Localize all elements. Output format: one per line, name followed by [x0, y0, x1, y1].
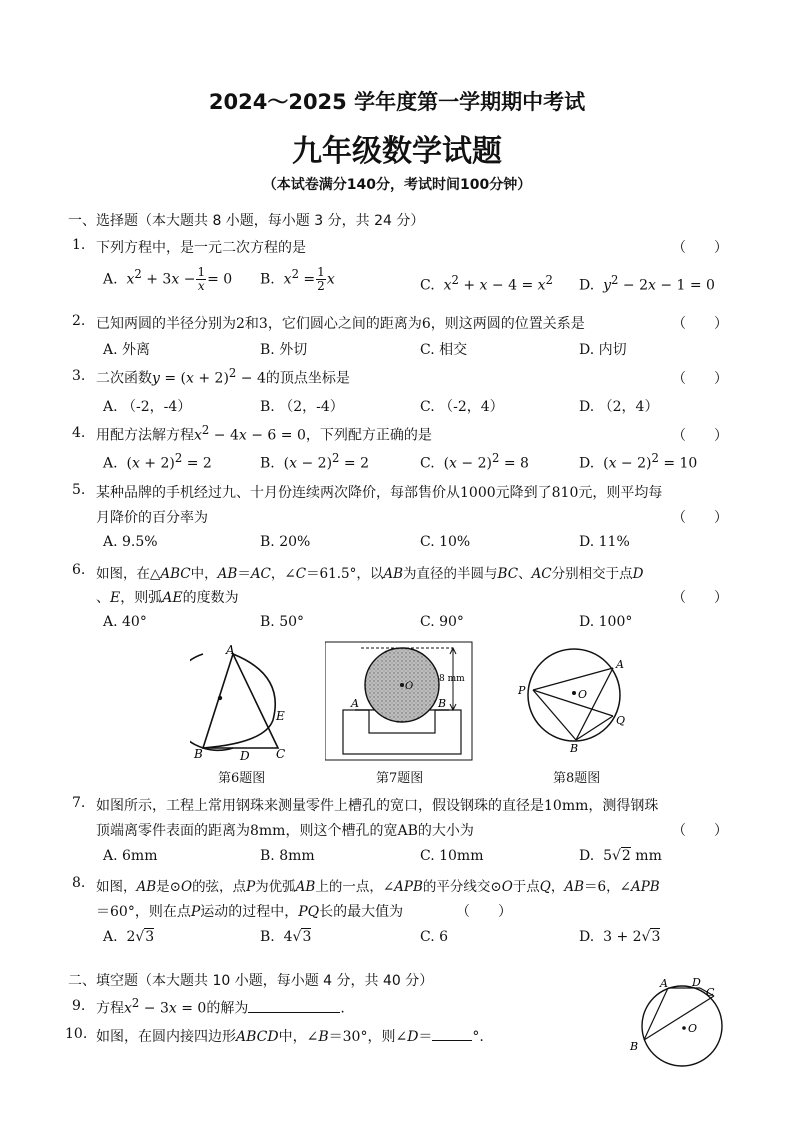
q3-stem-part1: 二次函数: [96, 370, 152, 387]
figure-8-caption: 第8题图: [553, 771, 601, 786]
q7-option-d-label: D.: [579, 848, 595, 864]
q6-number: 6.: [72, 562, 86, 578]
q10-answer-blank[interactable]: [432, 1040, 472, 1041]
q6-option-b: B. 50°: [260, 614, 305, 630]
q3-option-a: A. （-2，-4）: [103, 399, 192, 415]
q5-number: 5.: [72, 482, 86, 498]
q10-end-mark: °.: [472, 1029, 484, 1045]
q1-number: 1.: [72, 237, 86, 253]
q5-option-d: D. 11%: [579, 534, 630, 550]
q7-number: 7.: [72, 795, 86, 811]
q4-stem-part1: 用配方法解方程: [96, 427, 194, 444]
q1-option-b-label: B.: [260, 271, 275, 288]
fig6-label-b: B: [194, 747, 203, 761]
q4-option-b: B. $(x - 2)^2 = 2$: [260, 451, 369, 472]
fig6-label-e: E: [276, 709, 285, 723]
q6-stem-line1: 如图，在△ABC中，AB＝AC，∠C＝61.5°，以AB为直径的半圆与BC、AC分别相交于点D: [96, 566, 644, 582]
q4-option-a-label: A.: [103, 455, 118, 472]
fig7-label-o: O: [405, 681, 414, 692]
q6-option-c: C. 90°: [420, 614, 464, 630]
q8-option-b: B. 4√3: [260, 929, 312, 945]
q4-stem-part2: ，下列配方正确的是: [305, 427, 432, 444]
q5-option-c: C. 10%: [420, 534, 471, 550]
q8-option-a: A. 2√3: [103, 929, 155, 945]
exam-title-line1: 2024～2025 学年度第一学期期中考试: [208, 90, 586, 114]
q6-answer-paren: （ ）: [672, 590, 728, 606]
q7-option-c: C. 10mm: [420, 848, 484, 864]
q2-number: 2.: [72, 313, 86, 329]
q9-stem-part2: 的解为: [206, 1000, 249, 1017]
section1-title: 一、选择题（本大题共 8 小题，每小题 3 分，共 24 分）: [68, 213, 425, 229]
q7-option-a: A. 6mm: [103, 848, 158, 864]
q2-stem: 已知两圆的半径分别为2和3，它们圆心之间的距离为6，则这两圆的位置关系是: [96, 316, 585, 332]
q1-answer-paren: （ ）: [672, 240, 728, 256]
q4-stem: 用配方法解方程$x^2 - 4x - 6 = 0$，下列配方正确的是: [96, 423, 432, 444]
q10-number: 10.: [65, 1026, 88, 1042]
q9-stem: 方程$x^2 - 3x = 0$的解为 .: [96, 996, 345, 1017]
q7-option-d: D. 5√2 mm: [579, 848, 662, 864]
q10-fig-label-o: O: [688, 1022, 698, 1035]
q8-option-a-label: A.: [103, 929, 118, 945]
q1-option-a: A. $x^2 + 3x$ − $\frac{1}{x}$ = 0: [103, 265, 233, 293]
q3-answer-paren: （ ）: [672, 371, 728, 387]
fig8-label-o: O: [578, 688, 588, 701]
q8-answer-paren: （ ）: [456, 904, 512, 920]
fig6-label-d: D: [240, 749, 250, 763]
fig7-label-8mm: 8 mm: [439, 674, 465, 684]
q2-option-c: C. 相交: [420, 342, 468, 358]
exam-title-main: 九年级数学试题: [292, 134, 502, 169]
q7-stem-line2: 顶端离零件表面的距离为8mm，则这个槽孔的宽AB的大小为: [96, 823, 474, 839]
q1-option-b: B. $x^2$ = $\frac{1}{2}$ x: [260, 265, 335, 293]
q10-fig-label-a: A: [660, 977, 668, 990]
q5-stem-line1: 某种品牌的手机经过九、十月份连续两次降价，每部售价从1000元降到了810元，则平均每: [96, 485, 663, 501]
q3-stem-part2: 的顶点坐标是: [265, 370, 350, 387]
q8-option-d: D. 3 + 2√3: [579, 929, 661, 945]
q1-option-d-label: D.: [579, 277, 595, 294]
q3-option-d: D. （2，4）: [579, 399, 659, 415]
q2-option-a: A. 外离: [103, 342, 151, 358]
q4-answer-paren: （ ）: [672, 428, 728, 444]
q3-number: 3.: [72, 368, 86, 384]
q7-option-b: B. 8mm: [260, 848, 315, 864]
fig6-label-a: A: [226, 643, 235, 657]
q4-option-c: C. $(x - 2)^2 = 8$: [420, 451, 529, 472]
fig7-label-b: B: [438, 697, 447, 710]
q5-option-a: A. 9.5%: [103, 534, 158, 550]
figure-7-caption: 第7题图: [376, 771, 424, 786]
q6-option-d: D. 100°: [579, 614, 633, 630]
section2-title: 二、填空题（本大题共 10 小题，每小题 4 分，共 40 分）: [68, 973, 434, 989]
q1-option-c-label: C.: [420, 277, 435, 294]
exam-info: （本试卷满分140分，考试时间100分钟）: [262, 177, 532, 193]
fig6-label-c: C: [276, 747, 286, 761]
q4-option-d: D. $(x - 2)^2 = 10$: [579, 451, 698, 472]
q7-stem-line1: 如图所示，工程上常用钢珠来测量零件上槽孔的宽口，假设钢珠的直径是10mm，测得钢珠: [96, 798, 659, 814]
q4-option-d-label: D.: [579, 455, 595, 472]
q5-answer-paren: （ ）: [672, 510, 728, 526]
q2-answer-paren: （ ）: [672, 316, 728, 332]
q1-option-d: D. $y^2 - 2x - 1 = 0$: [579, 273, 715, 294]
figure-7-steel-ball: [325, 640, 473, 762]
fig8-label-p: P: [518, 684, 526, 697]
fig7-label-a: A: [351, 697, 359, 710]
q1-option-c: C. $x^2 + x - 4 = x^2$: [420, 273, 553, 294]
fig8-label-b: B: [570, 742, 579, 755]
q8-option-b-label: B.: [260, 929, 275, 945]
q9-end-mark: .: [340, 1000, 345, 1017]
q8-option-c: C. 6: [420, 929, 449, 945]
q3-stem: 二次函数$y = (x + 2)^2 - 4$的顶点坐标是: [96, 366, 350, 387]
q4-option-b-label: B.: [260, 455, 275, 472]
figure-8-circle-chords: [512, 644, 636, 756]
q2-option-d: D. 内切: [579, 342, 627, 358]
q9-number: 9.: [72, 998, 86, 1014]
fig8-label-a: A: [616, 658, 624, 671]
q9-stem-part1: 方程: [96, 1000, 124, 1017]
q9-answer-blank[interactable]: [248, 1012, 340, 1013]
q4-number: 4.: [72, 425, 86, 441]
q8-stem-line1: 如图，AB是⊙O的弦，点P为优弧AB上的一点，∠APB的平分线交⊙O于点Q，AB＝6，∠APB: [96, 879, 660, 895]
q10-fig-label-b: B: [630, 1040, 639, 1053]
q6-stem-line2: 、E，则弧AE的度数为: [96, 590, 239, 606]
q8-option-d-label: D.: [579, 929, 595, 945]
q7-option-d-unit: mm: [635, 848, 662, 864]
figure-6-caption: 第6题图: [218, 771, 266, 786]
q6-option-a: A. 40°: [103, 614, 147, 630]
q7-answer-paren: （ ）: [672, 823, 728, 839]
fig8-label-q: Q: [616, 714, 626, 727]
q8-stem-line2: ＝60°，则在点P运动的过程中，PQ长的最大值为: [96, 904, 404, 920]
q10-stem: 如图，在圆内接四边形ABCD中，∠B＝30°，则∠D＝ °.: [96, 1029, 484, 1045]
q1-option-a-label: A.: [103, 271, 118, 288]
q2-option-b: B. 外切: [260, 342, 308, 358]
q1-stem: 下列方程中，是一元二次方程的是: [96, 240, 306, 256]
q5-option-b: B. 20%: [260, 534, 311, 550]
q4-option-c-label: C.: [420, 455, 435, 472]
q10-fig-label-c: C: [706, 986, 715, 999]
q4-option-a: A. $(x + 2)^2 = 2$: [103, 451, 212, 472]
q8-number: 8.: [72, 875, 86, 891]
q10-fig-label-d: D: [692, 976, 701, 989]
q5-stem-line2: 月降价的百分率为: [96, 510, 208, 526]
figure-6-triangle-semicircle: [190, 640, 300, 765]
figure-q10-inscribed-quadrilateral: [624, 974, 734, 1070]
q3-option-c: C. （-2，4）: [420, 399, 504, 415]
q3-option-b: B. （2，-4）: [260, 399, 344, 415]
